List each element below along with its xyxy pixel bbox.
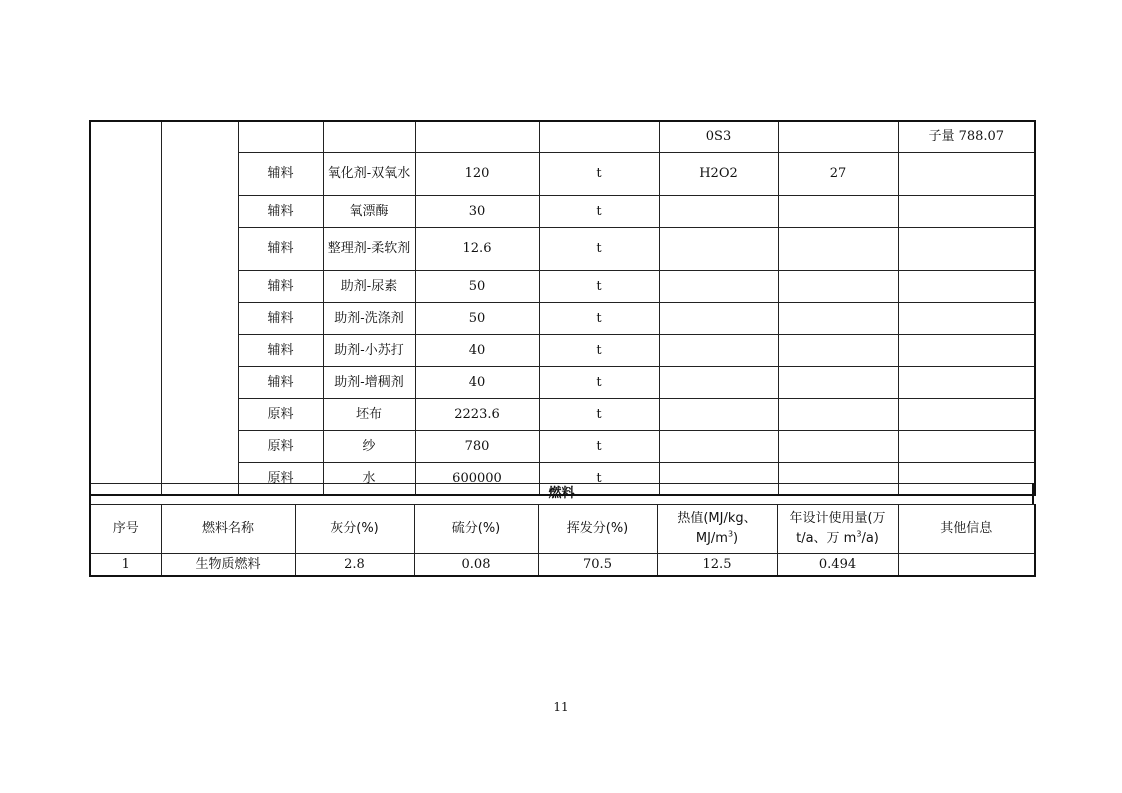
material-name-cell: 助剂-洗涤剂 xyxy=(323,303,415,335)
merged-cell-col2 xyxy=(161,121,238,495)
cell xyxy=(238,121,323,153)
header-heat-sup: 3 xyxy=(727,529,734,539)
material-formula-cell xyxy=(659,335,778,367)
material-purity-cell xyxy=(778,228,898,271)
material-name-cell: 助剂-小苏打 xyxy=(323,335,415,367)
header-ash: 灰分(%) xyxy=(295,505,414,554)
fuel-section-title: 燃料 xyxy=(90,484,1033,505)
cell xyxy=(415,121,539,153)
header-heat-line2: MJ/m xyxy=(695,531,728,546)
material-type-cell: 辅料 xyxy=(238,153,323,196)
material-note-cell xyxy=(898,153,1035,196)
header-fuel-name: 燃料名称 xyxy=(161,505,295,554)
material-amount-cell: 50 xyxy=(415,303,539,335)
note-cell: 子量 788.07 xyxy=(898,121,1035,153)
material-type-cell: 原料 xyxy=(238,431,323,463)
material-formula-cell xyxy=(659,196,778,228)
header-volatile: 挥发分(%) xyxy=(538,505,657,554)
material-unit-cell: t xyxy=(539,431,659,463)
header-heat-line2-end: ) xyxy=(733,531,739,546)
material-unit-cell: t xyxy=(539,303,659,335)
header-annual-usage xyxy=(777,505,898,554)
material-purity-cell xyxy=(778,335,898,367)
header-index: 序号 xyxy=(90,505,161,554)
material-type-cell: 辅料 xyxy=(238,228,323,271)
fuel-table xyxy=(89,504,1036,577)
materials-table xyxy=(89,120,1036,496)
material-note-cell xyxy=(898,335,1035,367)
material-name-cell: 坯布 xyxy=(323,399,415,431)
material-unit-cell: t xyxy=(539,153,659,196)
material-purity-cell xyxy=(778,303,898,335)
fuel-title-row xyxy=(90,484,1033,505)
fuel-title-table xyxy=(89,483,1034,505)
material-amount-cell: 40 xyxy=(415,335,539,367)
cell xyxy=(539,121,659,153)
material-purity-cell xyxy=(778,399,898,431)
fuel-heat: 12.5 xyxy=(657,554,777,577)
material-amount-cell: 30 xyxy=(415,196,539,228)
material-note-cell xyxy=(898,431,1035,463)
header-usage-sup: 3 xyxy=(856,529,862,539)
merged-cell-col1 xyxy=(90,121,161,495)
header-heat-line1: 热值(MJ/kg、 xyxy=(677,511,757,526)
material-formula-cell xyxy=(659,303,778,335)
material-note-cell xyxy=(898,399,1035,431)
header-usage-line2b: /a) xyxy=(861,531,879,546)
material-purity-cell xyxy=(778,271,898,303)
material-purity-cell: 27 xyxy=(778,153,898,196)
fuel-other xyxy=(898,554,1035,577)
material-name-cell: 氧化剂-双氧水 xyxy=(323,153,415,196)
material-unit-cell: t xyxy=(539,271,659,303)
material-amount-cell: 50 xyxy=(415,271,539,303)
material-note-cell xyxy=(898,303,1035,335)
fuel-index: 1 xyxy=(90,554,161,577)
material-note-cell xyxy=(898,228,1035,271)
fuel-ash: 2.8 xyxy=(295,554,414,577)
header-usage-line2a: t/a、万 m xyxy=(796,531,857,546)
material-name-cell: 整理剂-柔软剂 xyxy=(323,228,415,271)
cell xyxy=(323,121,415,153)
material-amount-cell: 600000 xyxy=(415,463,539,496)
header-heat-value xyxy=(657,505,777,554)
material-name-cell: 氧漂酶 xyxy=(323,196,415,228)
material-unit-cell: t xyxy=(539,228,659,271)
fuel-usage: 0.494 xyxy=(777,554,898,577)
material-purity-cell xyxy=(778,367,898,399)
page-number: 11 xyxy=(553,700,569,714)
material-amount-cell: 120 xyxy=(415,153,539,196)
material-formula-cell xyxy=(659,431,778,463)
fuel-sulfur: 0.08 xyxy=(414,554,538,577)
material-type-cell: 原料 xyxy=(238,463,323,496)
formula-cell: 0S3 xyxy=(659,121,778,153)
material-purity-cell xyxy=(778,196,898,228)
table-row xyxy=(90,121,1035,153)
material-unit-cell: t xyxy=(539,196,659,228)
material-type-cell: 辅料 xyxy=(238,367,323,399)
header-sulfur: 硫分(%) xyxy=(414,505,538,554)
fuel-data-row xyxy=(90,554,1035,577)
material-type-cell: 辅料 xyxy=(238,335,323,367)
material-amount-cell: 2223.6 xyxy=(415,399,539,431)
cell xyxy=(778,121,898,153)
material-formula-cell: H2O2 xyxy=(659,153,778,196)
fuel-name: 生物质燃料 xyxy=(161,554,295,577)
material-purity-cell xyxy=(778,431,898,463)
material-formula-cell xyxy=(659,367,778,399)
material-unit-cell: t xyxy=(539,367,659,399)
material-note-cell xyxy=(898,196,1035,228)
material-type-cell: 原料 xyxy=(238,399,323,431)
material-type-cell: 辅料 xyxy=(238,271,323,303)
material-formula-cell xyxy=(659,228,778,271)
fuel-volatile: 70.5 xyxy=(538,554,657,577)
material-amount-cell: 780 xyxy=(415,431,539,463)
material-name-cell: 助剂-增稠剂 xyxy=(323,367,415,399)
material-amount-cell: 12.6 xyxy=(415,228,539,271)
material-name-cell: 水 xyxy=(323,463,415,496)
header-usage-line1: 年设计使用量(万 xyxy=(789,511,886,526)
header-other-info: 其他信息 xyxy=(898,505,1035,554)
material-amount-cell: 40 xyxy=(415,367,539,399)
materials-body xyxy=(90,121,1035,495)
material-formula-cell xyxy=(659,271,778,303)
material-unit-cell: t xyxy=(539,399,659,431)
material-name-cell: 纱 xyxy=(323,431,415,463)
material-note-cell xyxy=(898,367,1035,399)
material-formula-cell xyxy=(659,399,778,431)
material-unit-cell: t xyxy=(539,335,659,367)
material-type-cell: 辅料 xyxy=(238,196,323,228)
material-unit-cell: t xyxy=(539,463,659,496)
material-name-cell: 助剂-尿素 xyxy=(323,271,415,303)
material-note-cell xyxy=(898,271,1035,303)
fuel-header-row xyxy=(90,505,1035,554)
material-type-cell: 辅料 xyxy=(238,303,323,335)
